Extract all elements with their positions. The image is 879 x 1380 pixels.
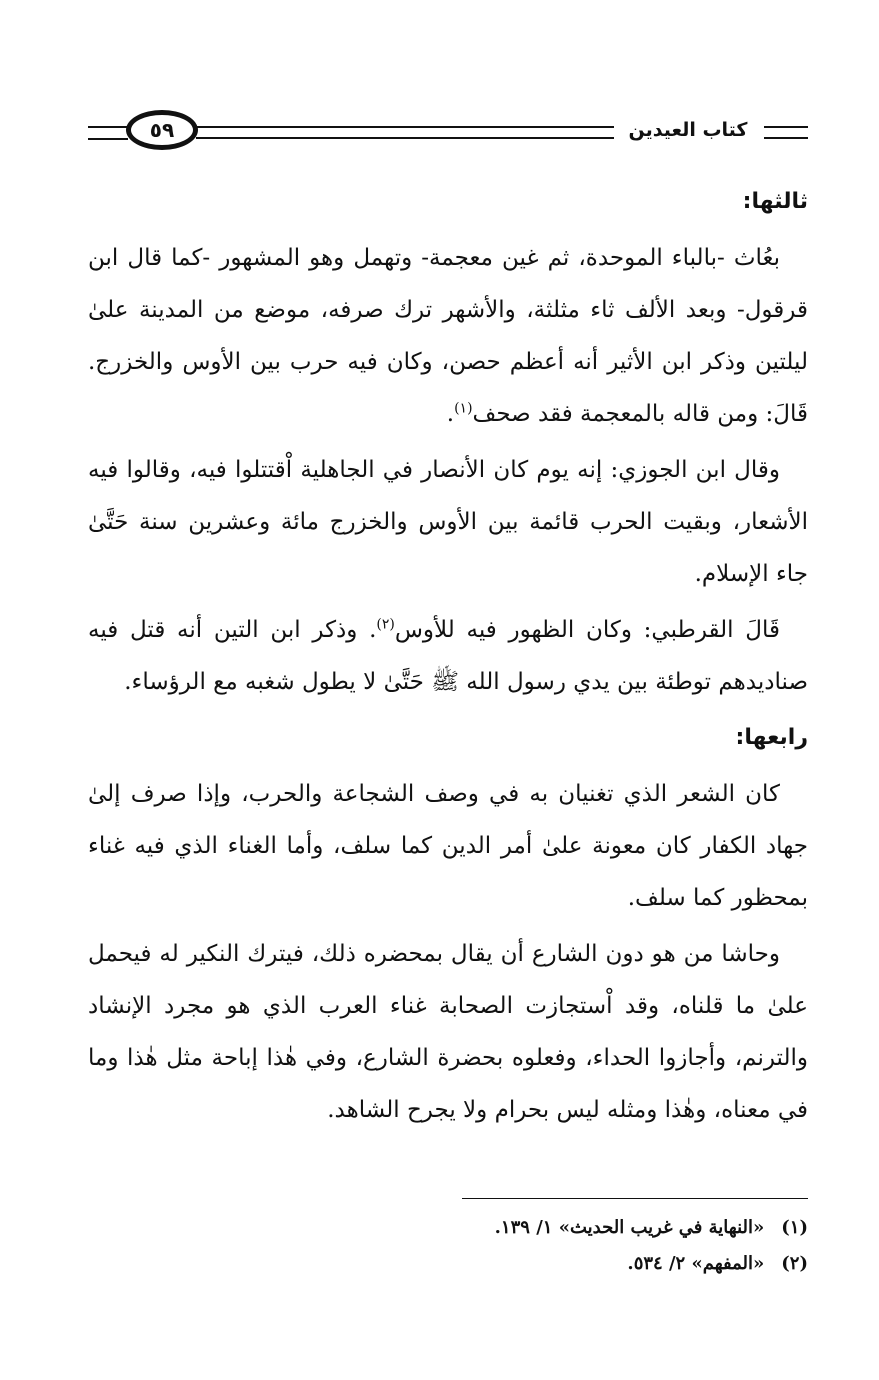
footnote-1	[88, 1210, 808, 1246]
header-double-rule-left	[88, 126, 128, 140]
header-double-rule-right	[764, 126, 808, 139]
paragraph-buath-text: بعُاث -بالباء الموحدة، ثم غين معجمة- وتهمل وهو المشهور -كما قال ابن قرقول- وبعد الألف ثاء مثلثة، والأشهر ترك صرفه، موضع من المدينة علىٰ ليلتين وذكر ابن الأثير أنه أعظم حصن، وكان فيه حرب بين الأوس والخزرج. قَالَ: ومن قاله بالمعجمة فقد صحف	[88, 245, 808, 427]
paragraph-buath	[88, 232, 808, 440]
section-heading-third: ثالثها:	[742, 189, 808, 214]
footnote-separator	[462, 1198, 808, 1199]
footnote-ref-2[interactable]: (٢)	[376, 616, 395, 633]
running-title: كتاب العيدين	[628, 119, 748, 141]
footnote-ref-1[interactable]: (١)	[454, 400, 473, 417]
paragraph-ibn-aljawzi: وقال ابن الجوزي: إنه يوم كان الأنصار في الجاهلية اْقتتلوا فيه، وقالوا فيه الأشعار، وبقيت الحرب قائمة بين الأوس والخزرج مائة وعشرين سنة حَتَّىٰ جاء الإسلام.	[88, 457, 808, 587]
page-number-oval	[126, 110, 198, 150]
paragraph-qurtubi-text-a: قَالَ القرطبي: وكان الظهور فيه للأوس	[394, 617, 780, 643]
page-header	[88, 108, 808, 160]
page-number: ٥٩	[149, 118, 175, 142]
header-double-rule-middle	[196, 126, 614, 139]
footnote-2-number: (٢)	[781, 1253, 808, 1274]
paragraph-qurtubi-text-b: . وذكر ابن التين أنه قتل فيه صناديدهم توطئة بين يدي رسول الله ﷺ حَتَّىٰ لا يطول شغبه مع الرؤساء.	[88, 617, 808, 695]
footnote-1-text: «النهاية في غريب الحديث» ١/ ١٣٩.	[494, 1217, 765, 1238]
footnotes	[88, 1210, 808, 1282]
paragraph-poetry: كان الشعر الذي تغنيان به في وصف الشجاعة والحرب، وإذا صرف إلىٰ جهاد الكفار كان معونة علىٰ أمر الدين كما سلف، وأما الغناء الذي فيه غناء بمحظور كما سلف.	[88, 781, 808, 911]
footnote-1-number: (١)	[781, 1217, 808, 1238]
section-heading-fourth: رابعها:	[735, 725, 808, 750]
footnote-2-text: «المفهم» ٢/ ٥٣٤.	[627, 1253, 765, 1274]
paragraph-hasha: وحاشا من هو دون الشارع أن يقال بمحضره ذلك، فيترك النكير له فيحمل علىٰ ما قلناه، وقد اْستجازت الصحابة غناء العرب الذي هو مجرد الإنشاد والترنم، وأجازوا الحداء، وفعلوه بحضرة الشارع، وفي هٰذا إباحة مثل هٰذا وما في معناه، وهٰذا ومثله ليس بحرام ولا يجرح الشاهد.	[88, 941, 808, 1123]
page-body	[88, 176, 808, 1140]
paragraph-buath-end: .	[446, 401, 455, 427]
paragraph-qurtubi	[88, 604, 808, 708]
footnote-2	[88, 1246, 808, 1282]
